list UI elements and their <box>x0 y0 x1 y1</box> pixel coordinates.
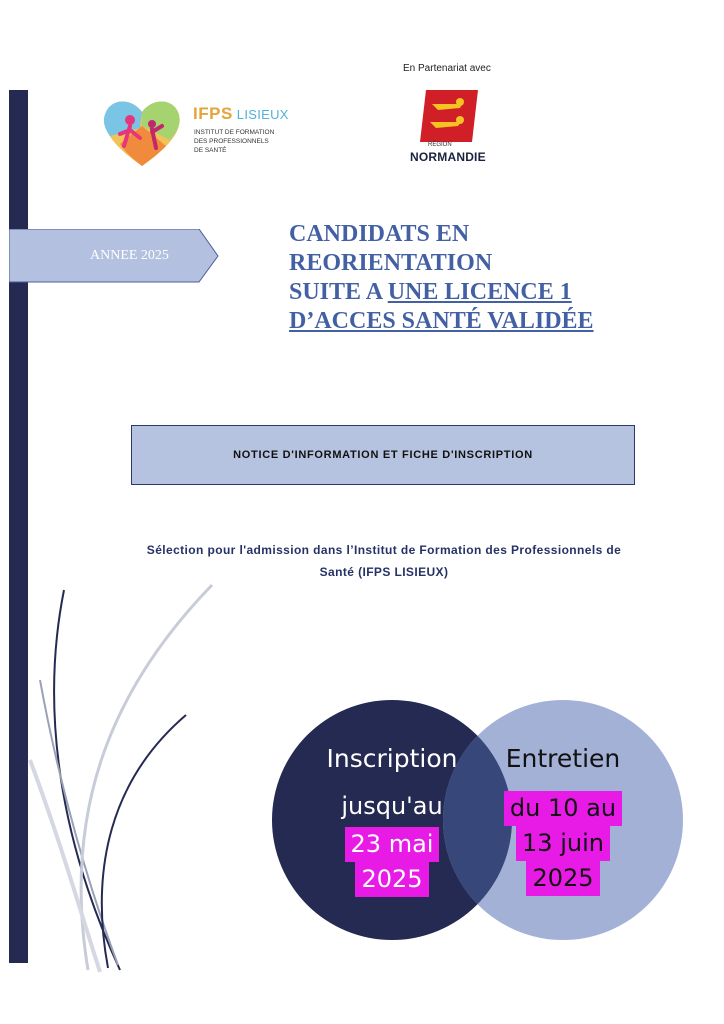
ifps-name <box>193 104 289 124</box>
entretien-date <box>443 791 683 896</box>
notice-text: NOTICE D'INFORMATION ET FICHE D'INSCRIPTION <box>233 449 533 461</box>
ifps-subtitle <box>194 128 304 155</box>
normandie-lions-logo <box>418 88 480 144</box>
entretien-date-line: 2025 <box>526 861 599 896</box>
inscription-date-line: 23 mai <box>345 827 440 862</box>
ifps-subtitle-line: DES PROFESSIONNELS <box>194 138 269 145</box>
inscription-date-line: 2025 <box>355 862 428 897</box>
title-line: D’ACCES SANTÉ VALIDÉE <box>289 308 594 334</box>
region-name: NORMANDIE <box>410 150 486 164</box>
title-line <box>289 278 689 307</box>
ifps-heart-logo <box>100 96 184 168</box>
page-title <box>289 220 689 336</box>
decorative-curves <box>0 560 260 980</box>
title-line: REORIENTATION <box>289 250 493 276</box>
selection-line: Santé (IFPS LISIEUX) <box>319 565 449 579</box>
entretien-label: Entretien <box>505 744 621 773</box>
title-prefix: SUITE A <box>289 279 388 305</box>
ifps-city: LISIEUX <box>236 107 289 122</box>
inscription-until: jusqu'au <box>341 792 443 820</box>
inscription-label: Inscription <box>326 744 458 773</box>
notice-banner <box>131 425 635 485</box>
selection-line: Sélection pour l'admission dans l’Institut de Formation des Professionnels de <box>146 543 622 557</box>
year-label: ANNEE 2025 <box>90 248 169 263</box>
entretien-date-line: 13 juin <box>516 826 610 861</box>
ifps-acronym: IFPS <box>193 104 233 123</box>
title-line: CANDIDATS EN <box>289 221 470 247</box>
entretien-date-line: du 10 au <box>504 791 622 826</box>
region-label: RÉGION <box>428 142 452 148</box>
ifps-subtitle-line: DE SANTÉ <box>194 147 227 154</box>
title-underlined: UNE LICENCE 1 <box>387 279 572 305</box>
ifps-subtitle-line: INSTITUT DE FORMATION <box>194 129 275 136</box>
partner-text: En Partenariat avec <box>403 63 491 74</box>
